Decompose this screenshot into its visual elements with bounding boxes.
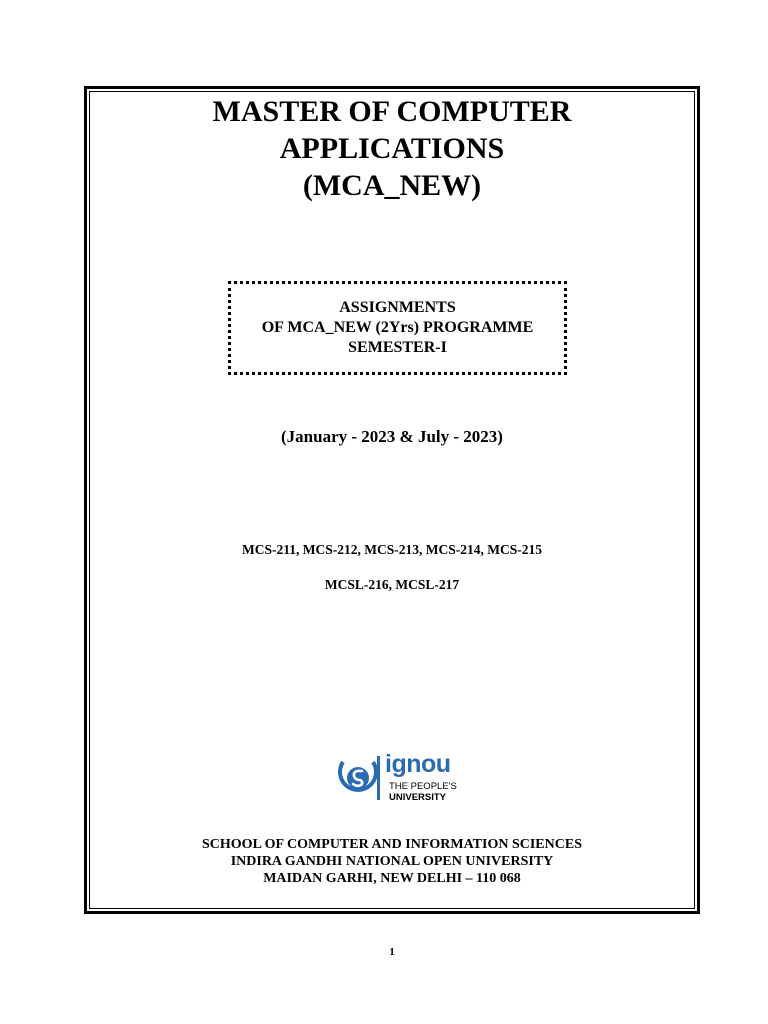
school-line-1: SCHOOL OF COMPUTER AND INFORMATION SCIENCES [202, 837, 582, 852]
page-number: 1 [389, 946, 395, 958]
assignment-line-1: ASSIGNMENTS [339, 299, 456, 316]
assignment-box [228, 281, 567, 375]
title-line-2: APPLICATIONS [279, 132, 505, 165]
ignou-emblem-icon [333, 756, 383, 800]
ignou-logo [333, 750, 457, 806]
school-line-3: MAIDAN GARHI, NEW DELHI – 110 068 [263, 871, 521, 886]
logo-brand-text: ignou [385, 750, 451, 778]
course-codes-line-2: MCSL-216, MCSL-217 [324, 577, 460, 592]
assignment-line-2: OF MCA_NEW (2Yrs) PROGRAMME [261, 319, 534, 336]
logo-tagline-1: THE PEOPLE'S [389, 781, 457, 792]
title-line-3: (MCA_NEW) [302, 169, 482, 202]
course-codes-line-1: MCS-211, MCS-212, MCS-213, MCS-214, MCS-215 [242, 542, 542, 557]
school-line-2: INDIRA GANDHI NATIONAL OPEN UNIVERSITY [230, 854, 554, 869]
title-line-1: MASTER OF COMPUTER [212, 95, 572, 128]
logo-tagline-2: UNIVERSITY [389, 792, 447, 803]
document-title [90, 93, 694, 204]
session-text: (January - 2023 & July - 2023) [281, 427, 503, 446]
assignment-line-3: SEMESTER-I [348, 339, 447, 356]
school-address [90, 836, 694, 887]
